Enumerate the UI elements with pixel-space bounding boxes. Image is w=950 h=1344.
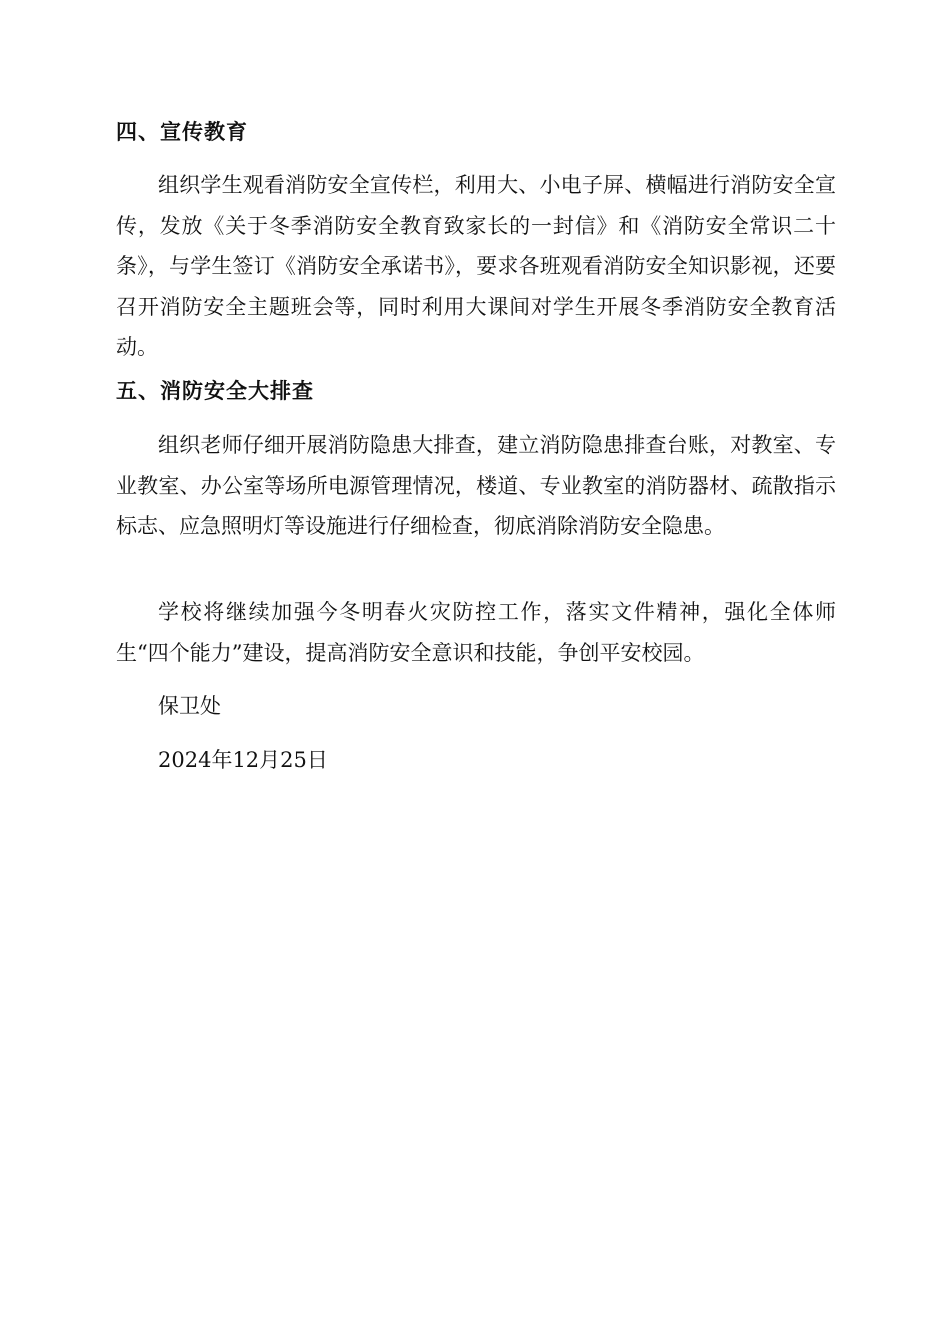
section-paragraph-fire-safety-inspection: 组织老师仔细开展消防隐患大排查，建立消防隐患排查台账，对教室、专业教室、办公室等场所电源管理情况，楼道、专业教室的消防器材、疏散指示标志、应急照明灯等设施进行仔细检查，彻底消除消防安全隐患。 [116, 433, 836, 538]
section-heading-publicity-education: 四、宣传教育 [116, 119, 248, 144]
closing-paragraph: 学校将继续加强今冬明春火灾防控工作，落实文件精神，强化全体师生“四个能力”建设，提高消防安全意识和技能，争创平安校园。 [116, 600, 836, 665]
signature: 保卫处 [158, 694, 221, 718]
section-paragraph-publicity-education: 组织学生观看消防安全宣传栏，利用大、小电子屏、横幅进行消防安全宣传，发放《关于冬季消防安全教育致家长的一封信》和《消防安全常识二十条》，与学生签订《消防安全承诺书》，要求各班观看消防安全知识影视，还要召开消防安全主题班会等，同时利用大课间对学生开展冬季消防安全教育活动。 [116, 173, 836, 359]
section-heading-fire-safety-inspection: 五、消防安全大排查 [116, 378, 314, 403]
document-date: 2024年12月25日 [158, 748, 328, 772]
